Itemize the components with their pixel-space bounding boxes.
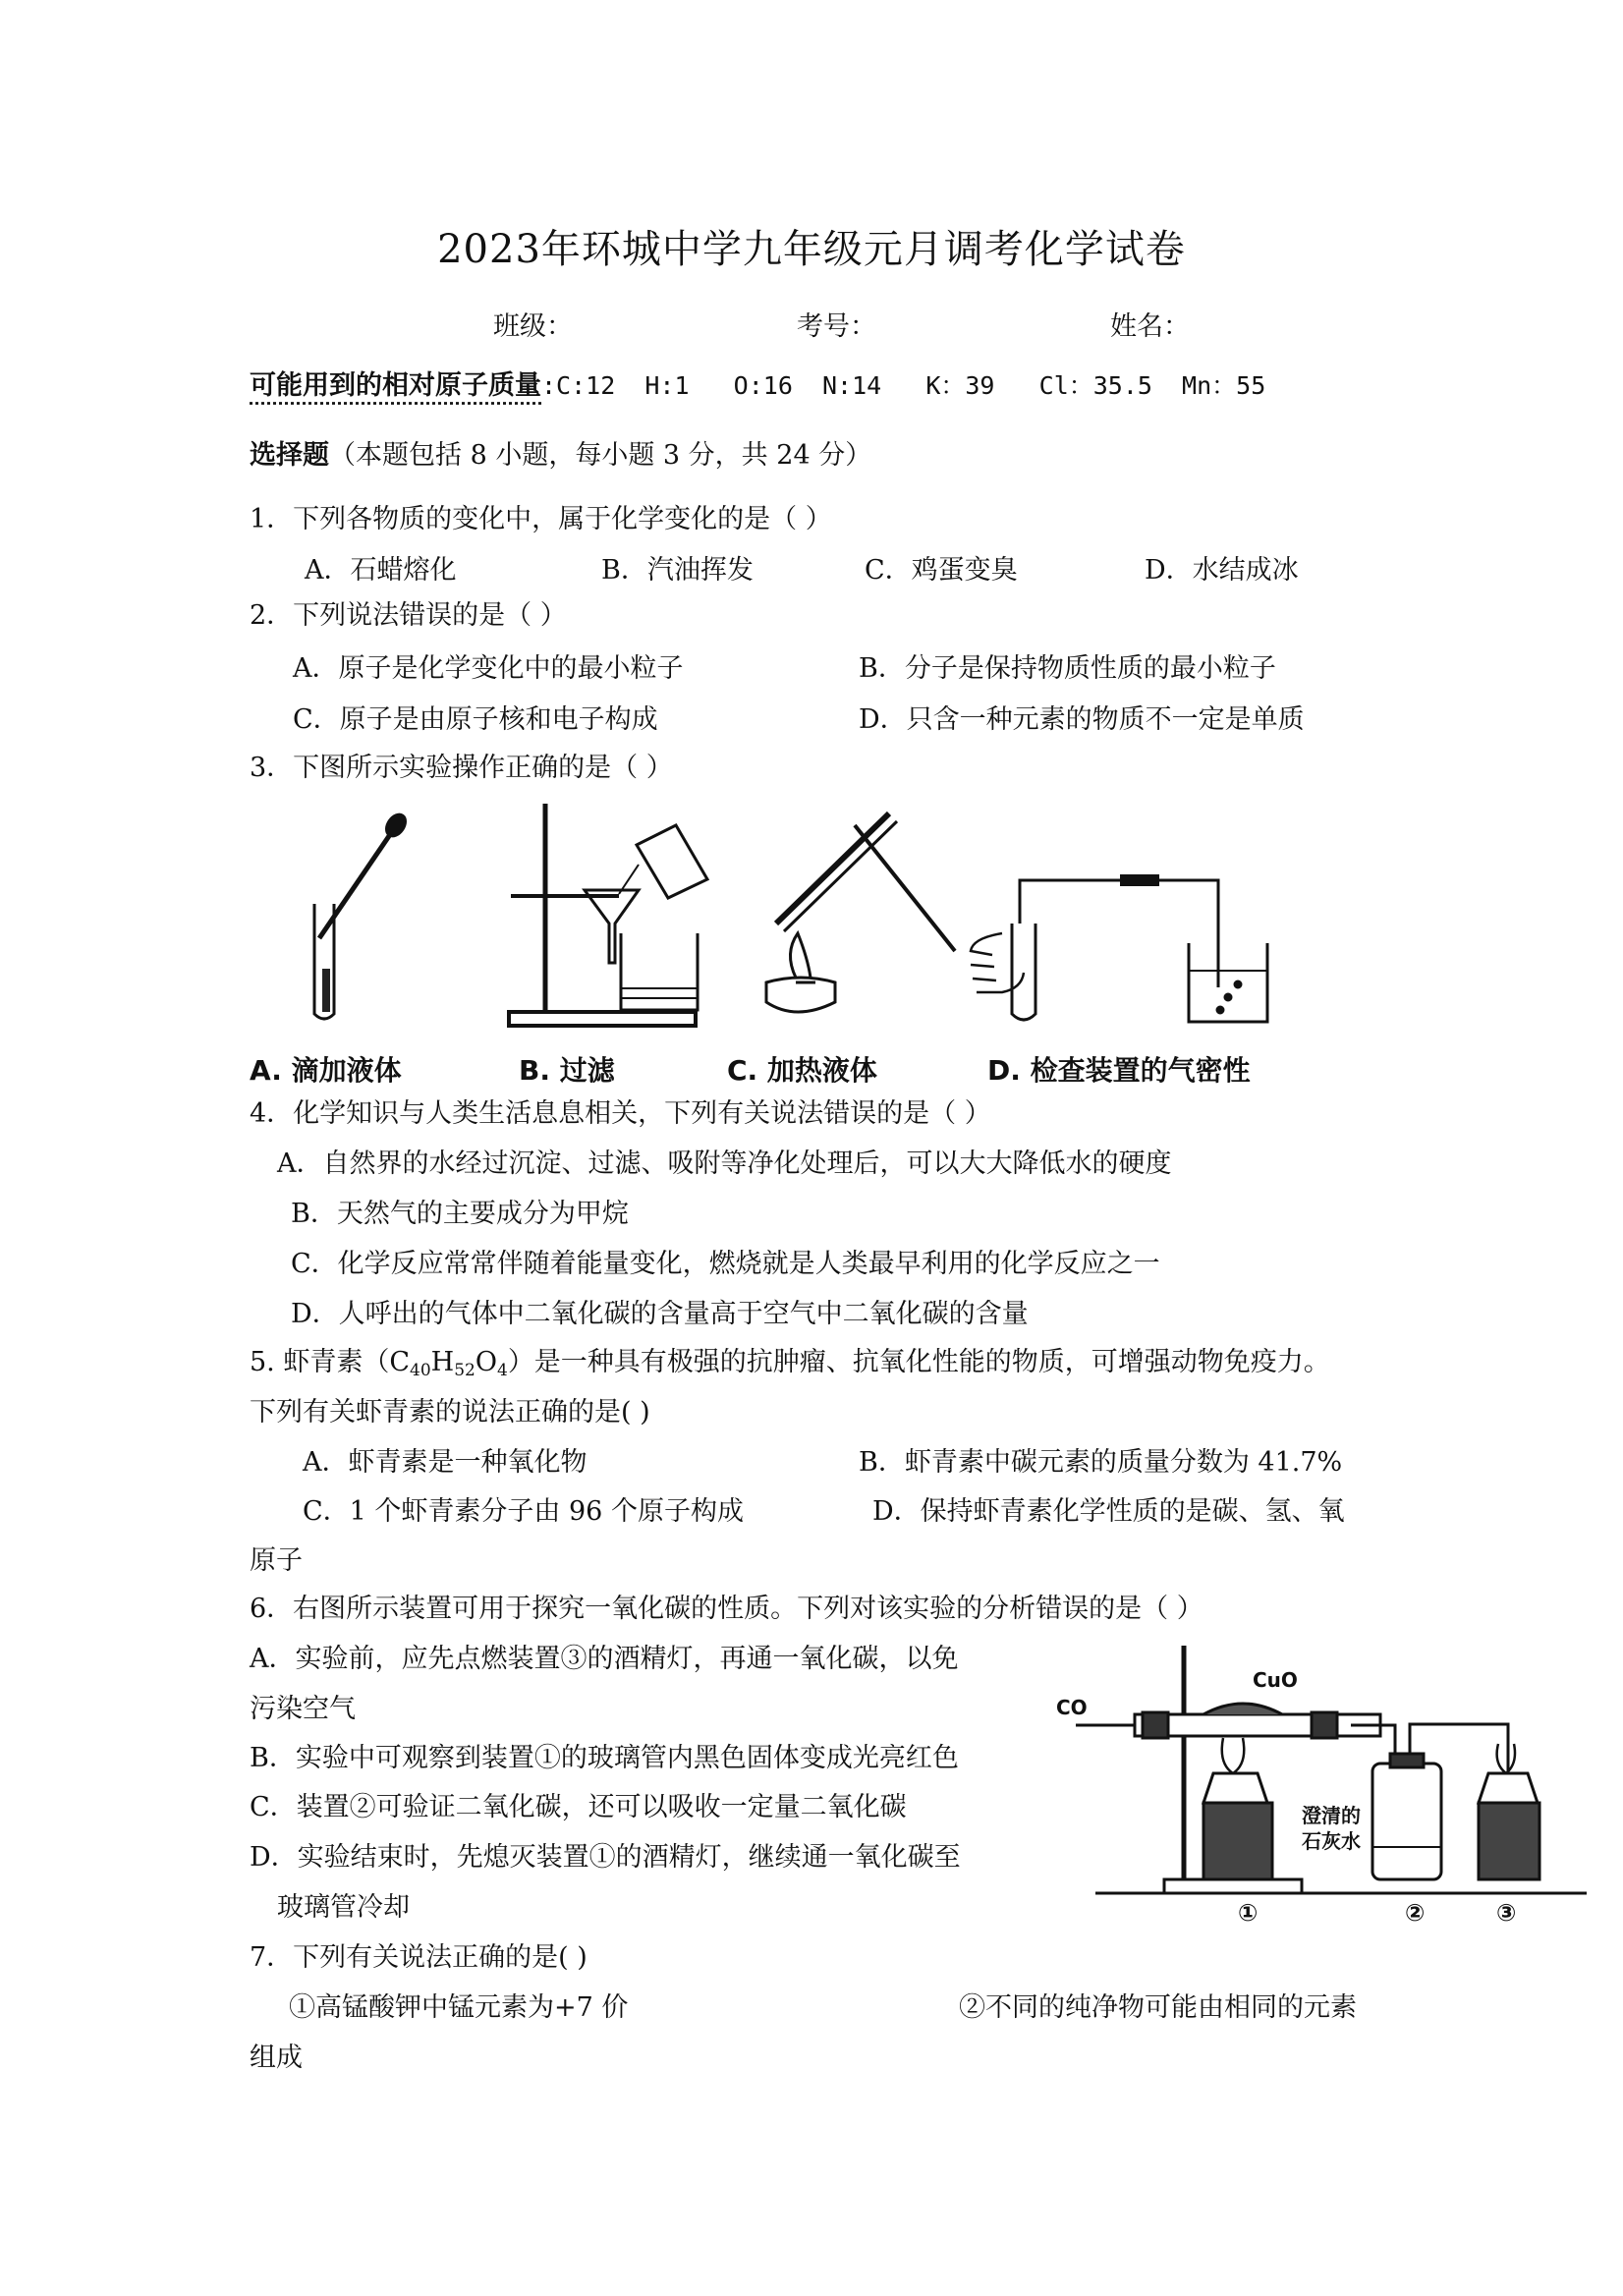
fig-label-3: ③ <box>1496 1899 1517 1927</box>
q5-option-d: D．保持虾青素化学性质的是碳、氢、氧 <box>872 1496 1345 1527</box>
fig-label-2: ② <box>1405 1899 1426 1927</box>
q4-stem: 4．化学知识与人类生活息息相关，下列有关说法错误的是（ ） <box>250 1098 991 1129</box>
q3-figure <box>246 796 1307 1032</box>
q2-option-d: D．只含一种元素的物质不一定是单质 <box>859 704 1305 735</box>
fig-label-1: ① <box>1238 1899 1259 1927</box>
formula-sub-h: 52 <box>454 1361 476 1380</box>
q3-label-a: A. 滴加液体 <box>250 1054 402 1087</box>
page-title: 2023年环城中学九年级元月调考化学试卷 <box>437 227 1186 272</box>
q6-option-b: B．实验中可观察到装置①的玻璃管内黑色固体变成光亮红色 <box>250 1743 959 1773</box>
q5-option-d-cont: 原子 <box>250 1545 303 1576</box>
q5-stem <box>250 1346 1330 1387</box>
q1-stem: 1．下列各物质的变化中，属于化学变化的是（ ） <box>250 504 832 534</box>
q5-stem-post: ）是一种具有极强的抗肿瘤、抗氧化性能的物质，可增强动物免疫力。 <box>507 1347 1330 1377</box>
q5-stem-line2: 下列有关虾青素的说法正确的是( ) <box>250 1397 650 1428</box>
q1-option-b: B．汽油挥发 <box>601 555 754 586</box>
formula-sub-o: 4 <box>496 1361 508 1380</box>
q1-option-d: D．水结成冰 <box>1145 555 1299 586</box>
atomic-mass-values: :C:12 H:1 O:16 N:14 K：39 Cl：35.5 Mn：55 <box>541 371 1266 400</box>
q1-option-c: C．鸡蛋变臭 <box>865 555 1018 586</box>
q5-option-b: B．虾青素中碳元素的质量分数为 41.7% <box>859 1447 1343 1478</box>
q2-stem: 2．下列说法错误的是（ ） <box>250 600 567 631</box>
q2-option-a: A．原子是化学变化中的最小粒子 <box>293 653 684 684</box>
q1-option-a: A．石蜡熔化 <box>305 555 457 586</box>
q6-stem: 6．右图所示装置可用于探究一氧化碳的性质。下列对该实验的分析错误的是（ ） <box>250 1594 1203 1624</box>
atomic-mass-line <box>250 369 1265 403</box>
heating-tube-icon <box>766 813 955 1012</box>
class-label: 班级： <box>493 311 573 342</box>
q7-item-2-cont: 组成 <box>250 2043 303 2073</box>
fig-label-cuo: CuO <box>1253 1668 1298 1692</box>
q7-item-2: ②不同的纯净物可能由相同的元素 <box>959 1992 1357 2023</box>
q6-option-d-cont: 玻璃管冷却 <box>277 1892 410 1923</box>
q3-stem: 3．下图所示实验操作正确的是（ ） <box>250 753 673 783</box>
exam-id-label: 考号： <box>797 311 876 342</box>
q6-option-a: A．实验前，应先点燃装置③的酒精灯，再通一氧化碳，以免 <box>250 1644 959 1674</box>
q2-option-c: C．原子是由原子核和电子构成 <box>293 704 658 735</box>
q5-stem-pre: 5. 虾青素（C <box>250 1347 411 1377</box>
fig-label-co: CO <box>1056 1696 1088 1719</box>
formula-o: O <box>475 1347 497 1377</box>
q6-option-c: C．装置②可验证二氧化碳，还可以吸收一定量二氧化碳 <box>250 1792 907 1822</box>
q7-stem: 7．下列有关说法正确的是( ) <box>250 1942 588 1973</box>
q3-label-b: B. 过滤 <box>519 1054 615 1087</box>
section-heading <box>250 439 871 473</box>
q2-option-b: B．分子是保持物质性质的最小粒子 <box>859 653 1276 684</box>
q4-option-d: D．人呼出的气体中二氧化碳的含量高于空气中二氧化碳的含量 <box>291 1299 1029 1329</box>
q4-option-c: C．化学反应常常伴随着能量变化，燃烧就是人类最早利用的化学反应之一 <box>291 1249 1160 1279</box>
q4-option-b: B．天然气的主要成分为甲烷 <box>291 1199 629 1229</box>
q6-apparatus-figure <box>1056 1636 1596 1931</box>
fig-label-lime1: 澄清的 <box>1302 1804 1361 1827</box>
fig-label-lime2: 石灰水 <box>1302 1829 1361 1853</box>
dropper-tube-icon <box>314 812 409 1019</box>
formula-h: H <box>430 1347 455 1377</box>
section-title: 选择题 <box>250 440 329 471</box>
q7-item-1: ①高锰酸钾中锰元素为+7 价 <box>289 1992 629 2023</box>
q3-label-c: C. 加热液体 <box>727 1054 877 1087</box>
q6-option-a-cont: 污染空气 <box>250 1694 356 1724</box>
q6-option-d: D．实验结束时，先熄灭装置①的酒精灯，继续通一氧化碳至 <box>250 1842 961 1873</box>
q3-label-d: D. 检查装置的气密性 <box>987 1054 1251 1087</box>
student-name-label: 姓名： <box>1110 311 1190 342</box>
q5-option-a: A．虾青素是一种氧化物 <box>303 1447 588 1478</box>
atomic-mass-label: 可能用到的相对原子质量 <box>250 370 541 401</box>
filtration-icon <box>509 804 707 1026</box>
section-description: （本题包括 8 小题，每小题 3 分，共 24 分） <box>329 440 872 471</box>
formula-sub-c: 40 <box>410 1361 431 1380</box>
q4-option-a: A．自然界的水经过沉淀、过滤、吸附等净化处理后，可以大大降低水的硬度 <box>277 1148 1172 1179</box>
airtightness-icon <box>971 874 1267 1022</box>
q5-option-c: C．1 个虾青素分子由 96 个原子构成 <box>303 1496 744 1527</box>
